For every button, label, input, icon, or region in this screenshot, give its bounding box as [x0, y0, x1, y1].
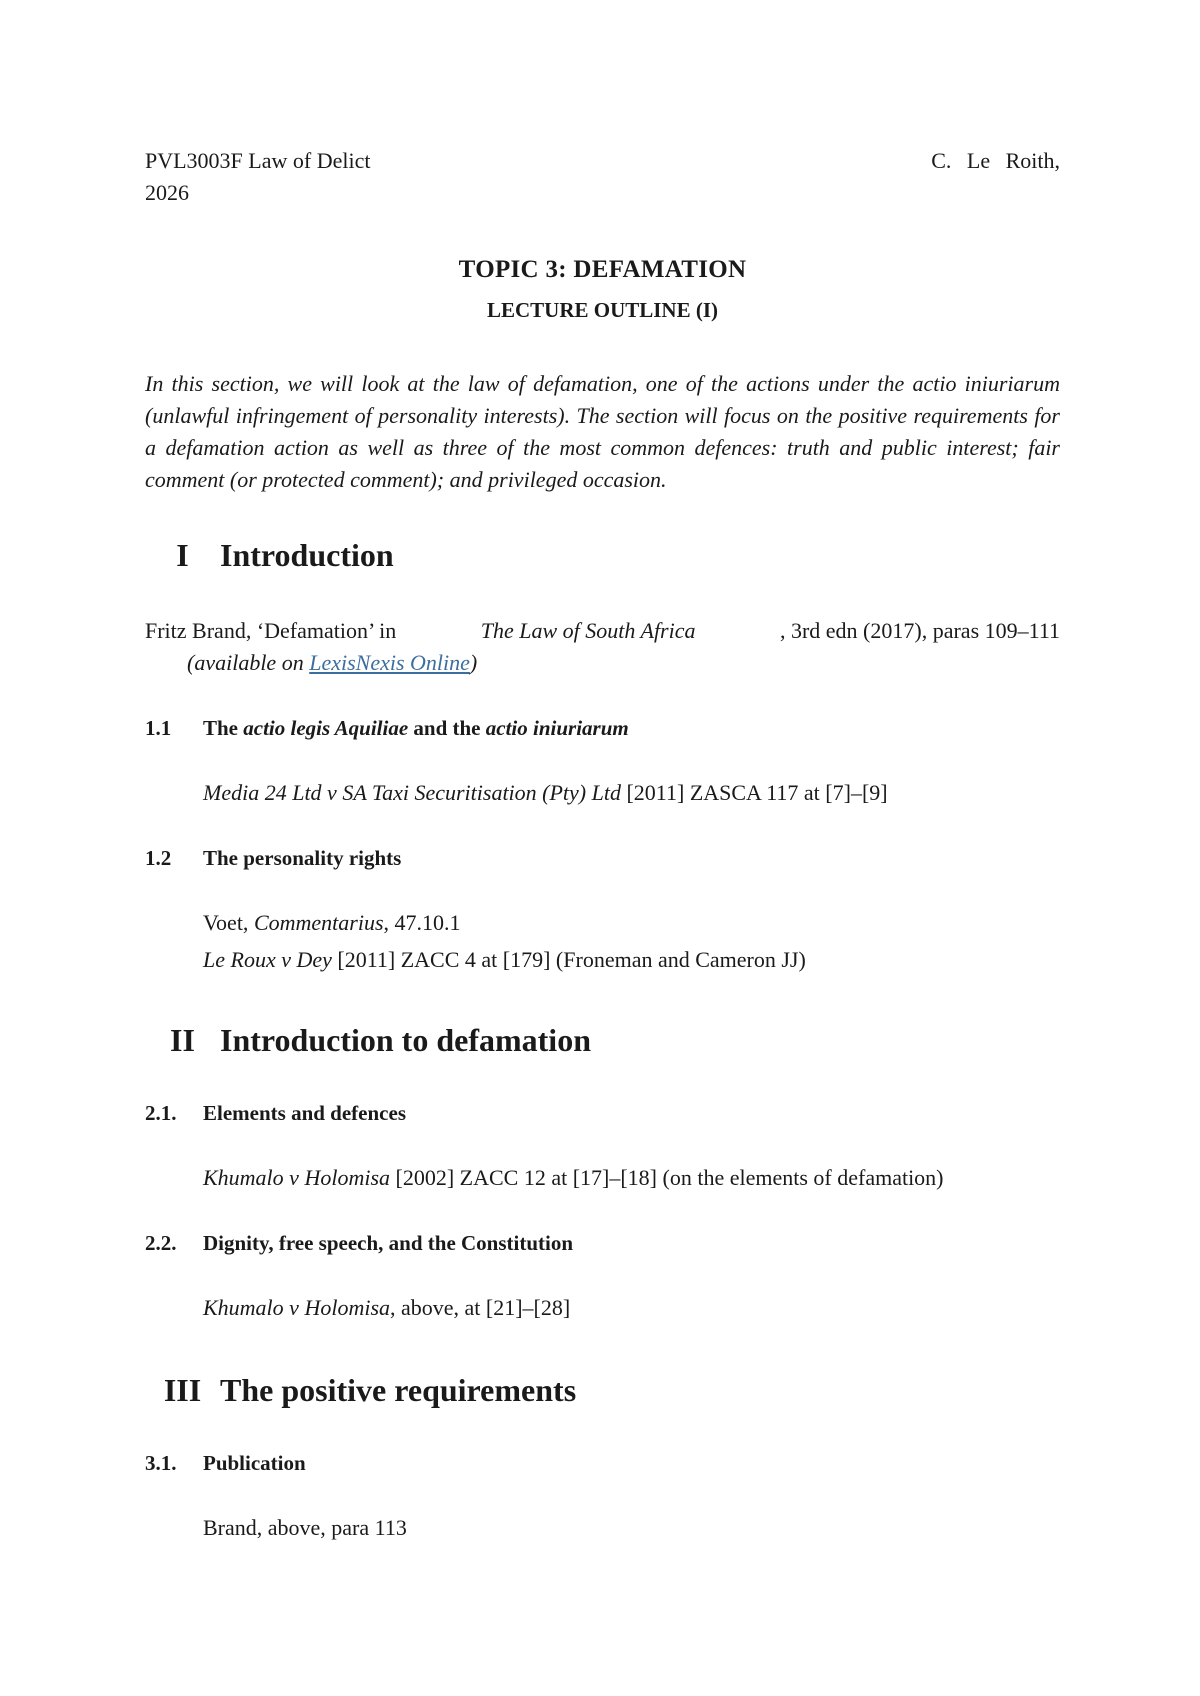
document-subtitle: LECTURE OUTLINE (I): [486, 298, 719, 322]
section-title: Introduction to defamation: [220, 1022, 591, 1058]
intro-paragraph: In this section, we will look at the law of defamation, one of the actions under the actio iniuriarum (unlawful infringement of personality interests). The section will focus on the positive requirements for a defamation action as well as three of the most common defences: truth and public interest; fair comment (or protected comment); and privileged occasion.: [145, 371, 1060, 492]
subsection-number: 3.1.: [145, 1451, 177, 1475]
work-name: Commentarius: [253, 910, 384, 935]
subsection-number: 2.1.: [145, 1101, 177, 1125]
case-name: Media 24 Ltd v SA Taxi Securitisation (Pty) Ltd: [203, 780, 621, 805]
reference-author: Fritz Brand, ‘Defamation’ in: [145, 618, 397, 643]
case-reference: [2011] ZACC 4 at [179] (Froneman and Cameron JJ): [331, 947, 806, 972]
citation: [203, 942, 1060, 978]
subsection-title: Publication: [203, 1451, 306, 1475]
subsection-title-part: The: [203, 716, 244, 740]
case-name: Khumalo v Holomisa: [203, 1295, 390, 1320]
case-reference: [2002] ZACC 12 at [17]–[18] (on the elements of defamation): [390, 1165, 944, 1190]
subsection-heading-1-2: [145, 843, 1060, 873]
subsection-number: 2.2.: [145, 1231, 177, 1255]
lecturer-name: C. Le Roith,: [931, 148, 1060, 173]
section-title: The positive requirements: [220, 1372, 577, 1408]
section-heading-2: [145, 1020, 1060, 1060]
primary-reference: [145, 615, 1060, 679]
subsection-heading-3-1: [145, 1448, 1060, 1478]
case-name: Khumalo v Holomisa: [203, 1165, 390, 1190]
course-code: PVL3003F Law of Delict: [145, 148, 371, 173]
subsection-heading-2-1: [145, 1098, 1060, 1128]
citation: [203, 1290, 1060, 1326]
case-reference: , above, at [21]–[28]: [390, 1295, 571, 1320]
document-title: TOPIC 3: DEFAMATION: [458, 256, 747, 283]
subsection-title-part: and the: [408, 716, 486, 740]
reference-line: [145, 615, 1060, 647]
section-number: II: [170, 1022, 195, 1058]
availability-suffix: ): [469, 650, 478, 675]
subsection-heading-2-2: [145, 1228, 1060, 1258]
availability-prefix: (available on: [187, 650, 310, 675]
subsection-heading-1-1: [145, 713, 1060, 743]
case-reference: [2011] ZASCA 117 at [7]–[9]: [620, 780, 888, 805]
citation: [203, 1160, 1060, 1196]
work-reference: , 47.10.1: [383, 910, 461, 935]
citation-prefix: Voet,: [203, 910, 254, 935]
case-name: Le Roux v Dey: [203, 947, 332, 972]
header-year: 2026: [145, 180, 189, 205]
subsection-title: The personality rights: [203, 846, 402, 870]
subsection-title: Elements and defences: [203, 1101, 406, 1125]
citation: [203, 775, 1060, 811]
subsection-title-part: actio iniuriarum: [485, 716, 629, 740]
subsection-title: Dignity, free speech, and the Constitution: [203, 1231, 574, 1255]
lexisnexis-link[interactable]: LexisNexis Online: [309, 650, 470, 675]
reference-availability: [145, 647, 1060, 679]
section-heading-1: [145, 535, 1060, 575]
section-number: I: [176, 537, 189, 573]
section-heading-3: [145, 1370, 1060, 1410]
citation-text: Brand, above, para 113: [203, 1515, 407, 1540]
subsection-number: 1.2: [145, 846, 172, 870]
subsection-number: 1.1: [145, 716, 172, 740]
subsection-title-part: actio legis Aquiliae: [243, 716, 409, 740]
reference-work: The Law of South Africa: [480, 618, 696, 643]
section-number: III: [163, 1372, 202, 1408]
document-page: [145, 0, 1060, 1696]
reference-details: , 3rd edn (2017), paras 109–111: [779, 618, 1060, 643]
section-title: Introduction: [220, 537, 394, 573]
citation: [203, 1510, 1060, 1546]
citation: [203, 905, 1060, 941]
